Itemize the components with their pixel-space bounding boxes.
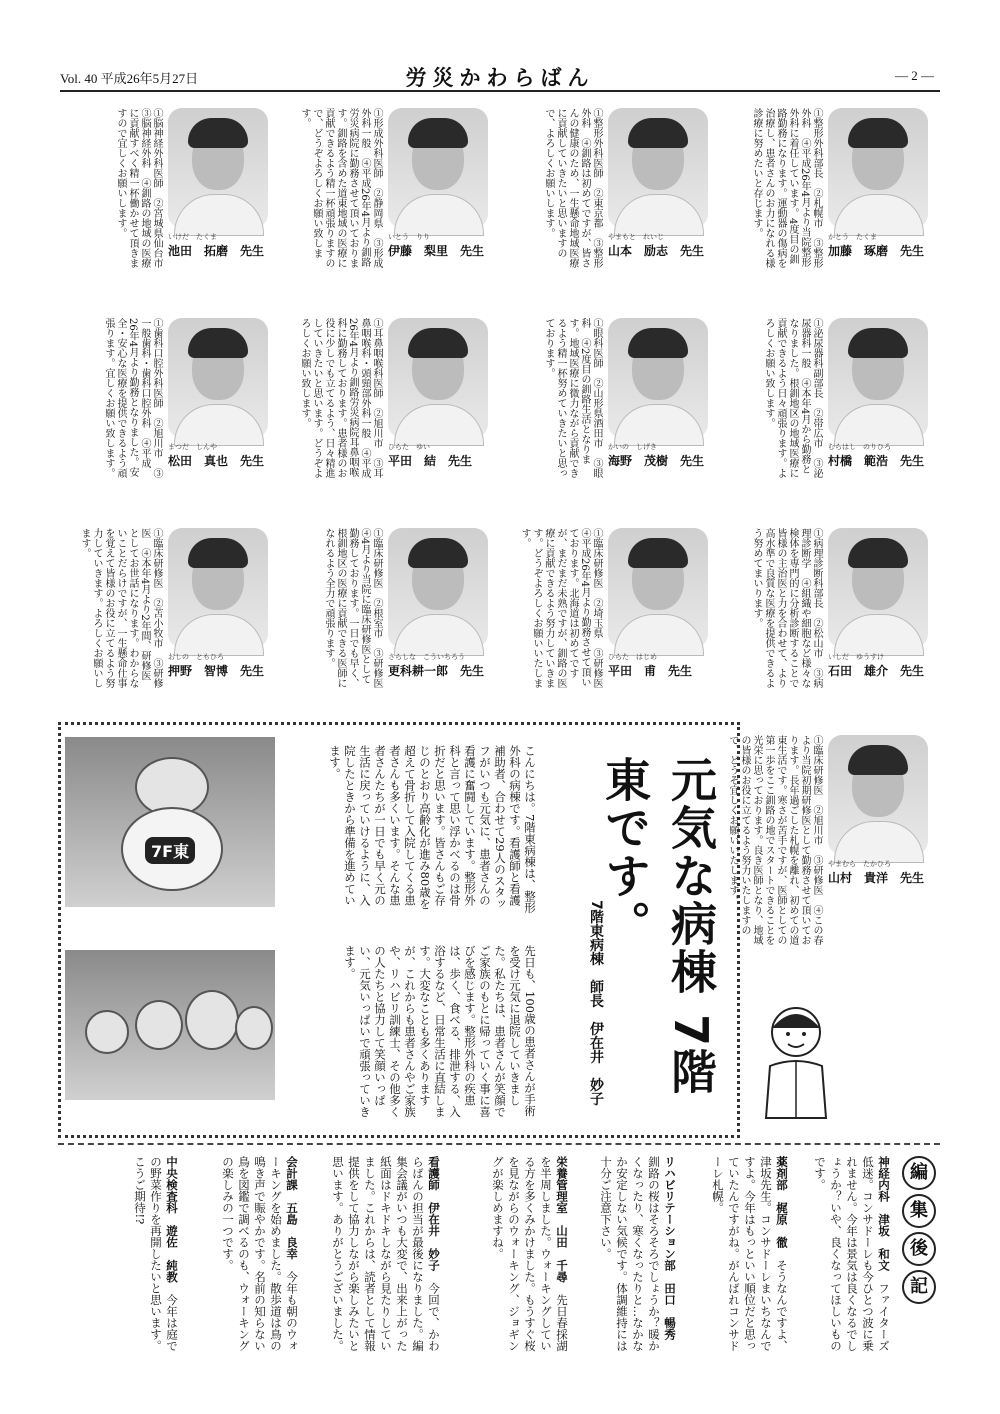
staff-card xyxy=(500,318,720,498)
staff-card xyxy=(60,108,280,288)
entry-text: ファイターズ低迷。コンサドーレも今ひとつ波に乗れません。今年は景気は良くなるでしょうか？いや、良くなってほしいものです。 xyxy=(813,1156,891,1352)
staff-name: 松田 真也 先生 xyxy=(168,454,265,468)
staff-name: 押野 智博 先生 xyxy=(168,664,265,678)
entry-text: 先日春採湖を半周しました。ウォーキングしている方を多くみかけました。もうすぐ桜を見ながらのウォーキング、ジョギングが楽しめますね。 xyxy=(491,1156,569,1352)
staff-photo xyxy=(828,735,928,855)
name-reading: むらはし のりひろ xyxy=(828,443,891,451)
entry-text: 釧路の桜はそろそろでしょうか？暖かくなったり、寒くなったりと…なかなか安定しない気候です。体調維持には十分ご注意下さい。 xyxy=(599,1156,661,1352)
staff-card xyxy=(500,528,720,708)
editorial-entry xyxy=(682,1156,790,1356)
staff-card xyxy=(720,108,940,288)
feature-body-1: こんにちは。7階東病棟は、整形外科の病棟です。看護師と看護補助者、合わせて29人のスタッフがいつも元気に、患者さんの看護に奮闘しています。整形外科と言って思い浮かべるのは骨折だと思います。皆さんもご存じのとおり高齢化が進み80歳を超えて骨折して入院してくる患者さんも多くいます。そんな患者さんたちが一日でも早く元の生活に戻っていけるように、入院したときから準備を進めています。 xyxy=(328,745,537,914)
staff-card xyxy=(720,318,940,498)
staff-name: 池田 拓磨 先生 xyxy=(168,244,265,258)
entry-author: 神経内科 津坂 和文 xyxy=(877,1156,891,1271)
staff-profile: ①眼科医師 ②山形県酒田市 ③眼科 ④2度目の釧路生活となります。地域医療に微力ながら貢献できるよう精一杯努めていきたいと思っております。 xyxy=(543,318,602,478)
entry-author: 会計課 五島 良幸 xyxy=(285,1156,299,1260)
issue-volume-date: Vol. 40 平成26年5月27日 xyxy=(60,71,199,86)
doctor-cartoon-illustration xyxy=(756,1000,836,1120)
entry-text: そうなんですよ、津坂先生。コンサドーレまいちなんですよ。今年はもっといい順位だと思っていたんですがね。がんばれコンサドーレ札幌。 xyxy=(711,1156,789,1352)
entry-author: リハビリテーション部 田口 暢秀 xyxy=(663,1156,677,1340)
entry-author: 栄養管理室 山田 千尋 xyxy=(555,1156,569,1283)
editorial-entry xyxy=(192,1156,300,1356)
staff-profile: ①歯科口腔外科医師 ②旭川市 ③一般歯科・歯科口腔外科 ④平成26年4月より勤務となりました。安全・安心な医療を提供できるよう頑張ります。宜しくお願い致します。 xyxy=(103,318,162,478)
staff-name: 平田 甫 先生 xyxy=(608,664,693,678)
name-reading: かいの しげき xyxy=(608,443,657,451)
name-reading: やまもと れいじ xyxy=(608,233,664,241)
entry-text: 今回で、かわらばんの担当が最後になりました。編集会議がいつも大変で、出来上がった紙面はドキドキしながら見たりしていました。これからは、読者として情報提供をして協力しながら楽しみたいと思います。ありがとうございました。 xyxy=(331,1156,441,1352)
name-reading: ひらた ゆい xyxy=(388,443,430,451)
staff-name: 村橋 範浩 先生 xyxy=(828,454,925,468)
staff-profile: ①病理診断科部長 ②松山市 ③病理診断学 ④組織や細胞など様々な検体を専門的に分析診断することで皆様の主治医と力を合わせて、より高水準で良質な医療を提供できるよう努めてまいります。 xyxy=(751,528,822,688)
page-header xyxy=(60,62,940,92)
editorial-entry xyxy=(792,1156,892,1356)
staff-name: 伊藤 梨里 先生 xyxy=(388,244,485,258)
feature-byline: 7階東病棟 師長 伊在井 妙子 xyxy=(588,900,604,1106)
staff-profile: ①臨床研修医 ②埼玉県 ③研修医 ④平成26年4月より勤務させて頂いております。北海道は初めてですが、まだまだ未熟ですが、釧路の医療に貢献できるよう努力していきます。どうぞよろしくお願いいたします。 xyxy=(519,528,602,698)
editorial-entry xyxy=(570,1156,678,1356)
staff-photo xyxy=(608,318,708,438)
staff-card xyxy=(60,318,280,498)
staff-card xyxy=(280,528,500,708)
staff-name: 山村 貴洋 先生 xyxy=(828,871,925,885)
staff-photo xyxy=(168,528,268,648)
staff-photo xyxy=(168,108,268,228)
editorial-title xyxy=(902,1154,938,1306)
frog-plush-photo xyxy=(65,737,275,907)
name-reading: ひらた はじめ xyxy=(608,653,657,661)
figurines-photo xyxy=(65,950,275,1100)
staff-profile: ①臨床研修医 ②旭川市 ③研修医 ④この春より当院初期研修医として勤務させて頂いております。長年過ごした札幌を離れ、初めての道東生活です。寒さが苦手ですが、医師としての第一歩をここ釧路の地でスタートできることを光栄に思っております。良き医師となり、地域の皆様のお役に立てるよう努力いたしますので、どうぞ宜しくお願いいたします。 xyxy=(727,735,822,945)
staff-photo xyxy=(608,108,708,228)
staff-photo xyxy=(388,318,488,438)
staff-card xyxy=(720,735,940,945)
staff-name: 海野 茂樹 先生 xyxy=(608,454,705,468)
staff-card xyxy=(280,108,500,288)
badge-7f: 7F東 xyxy=(145,837,195,864)
staff-photo xyxy=(168,318,268,438)
title-char: 編 xyxy=(902,1156,936,1190)
staff-photo xyxy=(388,528,488,648)
editorial-entry xyxy=(308,1156,442,1356)
staff-photo xyxy=(388,108,488,228)
entry-author: 看護師 伊在井 妙子 xyxy=(427,1156,441,1271)
staff-profile: ①臨床研修医 ②根室市 ③研修医 ④4月より当院に臨床研修医として勤務しております。一日でも早く、根釧地区の医療に貢献できる医師になれるよう全力で頑張ります。 xyxy=(323,528,382,698)
feature-body-2: 先日も、100歳の患者さんが手術を受け元気に退院していきました。私たちは、患者さんが笑顔でご家族のもとに帰っていく事に喜びを感じます。整形外科の疾患は、歩く、食べる、排泄する、入浴するなど、日常生活に直結します。大変なことも多くありますが、これからも患者さんやご家族や、リハビリ訓練士、その他多くの人たちと協力して笑顔いっぱい、元気いっぱいで頑張っていきます。 xyxy=(343,945,537,1118)
staff-name: 加藤 琢磨 先生 xyxy=(828,244,925,258)
editorial-entry xyxy=(462,1156,570,1356)
name-reading: おしの ともひろ xyxy=(168,653,224,661)
name-reading: いけだ たくま xyxy=(168,233,217,241)
staff-photo xyxy=(828,318,928,438)
entry-author: 中央検査科 遊佐 純教 xyxy=(165,1156,179,1283)
name-reading: いとう りり xyxy=(388,233,430,241)
staff-profile: ①脳神経外科医師 ②宮城県仙台市 ③脳神経外科 ④釧路の地域の医療に貢献すべく精一杯働かせて頂きますので宜しくお願いします。 xyxy=(115,108,162,278)
name-reading: かとう たくま xyxy=(828,233,877,241)
staff-card xyxy=(720,528,940,708)
title-char: 集 xyxy=(902,1194,936,1228)
staff-name: 更科耕一郎 先生 xyxy=(388,664,485,678)
entry-text: 今年も朝のウォーキングを始めました。散歩道は鳥の鳴き声で賑やかです。名前の知らない鳥を図鑑で調べるのも、ウォーキングの楽しみの一つです。 xyxy=(221,1156,299,1352)
staff-profile: ①泌尿器科副部長 ②帯広市 ③泌尿器科一般 ④本年4月から勤務となりました。根釧地区の地域医療に貢献できるよう日々頑張ります。よろしくお願い致します。 xyxy=(763,318,822,478)
staff-name: 山本 励志 先生 xyxy=(608,244,705,258)
name-reading: いしだ ゆうすけ xyxy=(828,653,884,661)
editorial-afterword xyxy=(60,1152,940,1362)
title-char: 後 xyxy=(902,1232,936,1266)
staff-profile: ①形成外科医師 ②静岡県 ③形成外科一般 ④平成26年4月より釧路労災病院に勤務させて頂いております。釧路を含めた道東地域の医療に貢献できるよう精一杯頑張りますので、どうぞよろしくお願い致します。 xyxy=(299,108,382,268)
staff-card xyxy=(500,108,720,288)
staff-profile: ①整形外科部長 ②札幌市 ③整形外科 ④平成26年4月より当院整形外科に着任しています。4度目の釧路勤務になります。運動器の傷病を治療し、患者さんのお力になれる様診療に努めたいと存じます。 xyxy=(751,108,822,268)
page-number: — 2 — xyxy=(895,68,934,83)
name-reading: まつだ しんや xyxy=(168,443,217,451)
staff-name: 石田 雄介 先生 xyxy=(828,664,925,678)
staff-name: 平田 結 先生 xyxy=(388,454,473,468)
feature-title: 元気な病棟 7階東です。 xyxy=(598,756,718,1097)
entry-text: 今年は庭での野菜作りを再開したいと思います。こうご期待!? xyxy=(133,1156,179,1352)
staff-card xyxy=(280,318,500,498)
staff-profile: ①整形外科医師 ②東京都 ③整形外科 ④釧路は初めてですが、皆さんの健康のため、一生懸命地域医療に貢献していきたいと思いますので、よろしくお願いします。 xyxy=(543,108,602,268)
name-reading: さらしな こういちろう xyxy=(388,653,465,661)
entry-author: 薬剤部 梶原 徹 xyxy=(775,1156,789,1248)
staff-photo xyxy=(828,528,928,648)
feature-title-block xyxy=(580,740,730,1130)
newsletter-title: 労災かわらばん xyxy=(405,66,595,90)
title-char: 記 xyxy=(902,1270,936,1304)
staff-photo xyxy=(828,108,928,228)
staff-card xyxy=(60,528,280,708)
staff-profile: ①耳鼻咽喉科医師 ②旭川市 ③耳鼻咽喉科・頭頸部外科一般 ④平成26年4月より釧路労災病院耳鼻咽喉科に勤務しております。患者様のお役に少しでも立てるよう、日々精進していきたいと思います。どうぞよろしくお願い致します。 xyxy=(299,318,382,478)
name-reading: やまむら たかひろ xyxy=(828,860,891,868)
staff-profile: ①臨床研修医 ②苫小牧市 ③研修医 ④本年4月より2年間、研修医としてお世話になります。わからないことだらけですが、一生懸命仕事を覚えて皆様のお役に立てるよう努力していきます。よろしくお願いします。 xyxy=(79,528,162,688)
staff-photo xyxy=(608,528,708,648)
editorial-entry xyxy=(72,1156,180,1356)
